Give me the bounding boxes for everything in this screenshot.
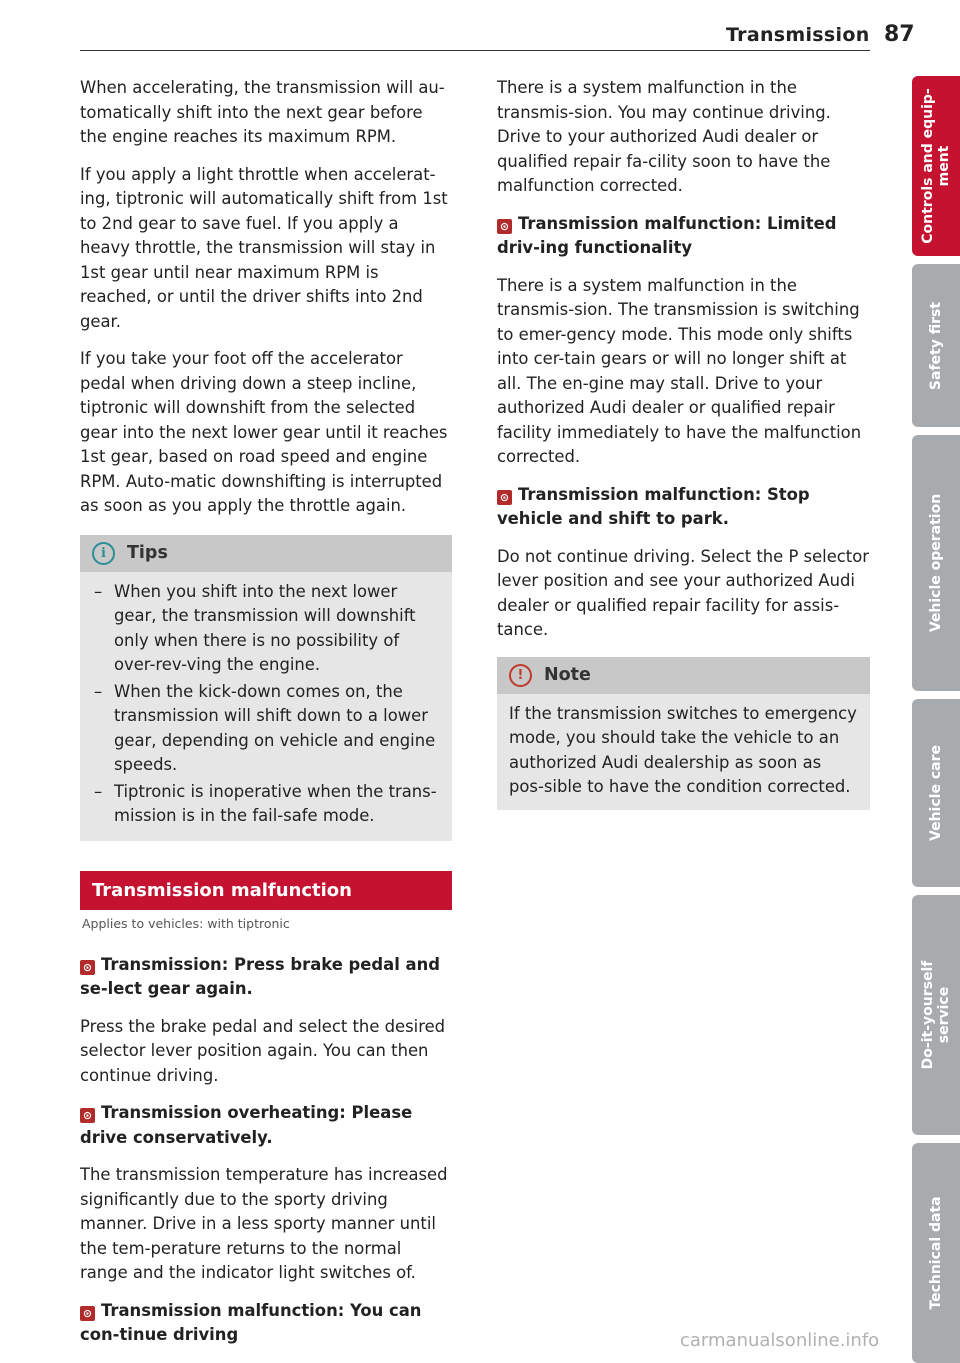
tips-item: – When you shift into the next lower gear, the transmission will downshift only when there is no possibility of over-rev-ving the engine.: [92, 580, 440, 678]
transmission-warning-icon: ⊙: [80, 1306, 95, 1321]
tips-item: – When the kick-down comes on, the transmission will shift down to a lower gear, depending on vehicle and engine speeds.: [92, 680, 440, 778]
tips-box: [80, 535, 452, 841]
transmission-warning-icon: ⊙: [497, 219, 512, 234]
body-paragraph: If you take your foot off the accelerator pedal when driving down a steep incline, tiptronic will downshift from the selected gear into the next lower gear until it reaches 1st gear, based on road speed and engine RPM. Auto-matic downshifting is interrupted as soon as you apply the throttle again.: [80, 349, 448, 515]
note-box: [497, 657, 870, 810]
warning-heading: ⊙ Transmission malfunction: Limited driv-ing functionality: [497, 213, 837, 257]
running-title: Transmission: [726, 24, 870, 46]
transmission-warning-icon: ⊙: [80, 960, 95, 975]
left-column: [80, 76, 452, 1361]
tips-header: [80, 535, 452, 572]
chapter-tab-do-it-yourself[interactable]: Do-it-yourself service: [912, 895, 960, 1135]
chapter-tab-safety[interactable]: Safety first: [912, 264, 960, 427]
transmission-warning-icon: ⊙: [80, 1108, 95, 1123]
transmission-warning-icon: ⊙: [497, 490, 512, 505]
chapter-tab-technical-data[interactable]: Technical data: [912, 1143, 960, 1363]
body-paragraph: When accelerating, the transmission will au-tomatically shift into the next gear before the engine reaches its maximum RPM.: [80, 78, 445, 146]
right-column: [497, 76, 870, 840]
warning-heading: ⊙ Transmission overheating: Please drive conservatively.: [80, 1103, 413, 1147]
warning-heading: ⊙ Transmission: Press brake pedal and se-lect gear again.: [80, 954, 440, 998]
tips-item: – Tiptronic is inoperative when the trans-mission is in the fail-safe mode.: [92, 780, 440, 829]
chapter-tab-controls[interactable]: Controls and equip- ment: [912, 76, 960, 256]
warning-heading: ⊙ Transmission malfunction: Stop vehicle and shift to park.: [497, 484, 810, 528]
watermark: carmanualsonline.info: [680, 1330, 880, 1351]
note-header: [497, 657, 870, 694]
info-icon: i: [92, 542, 115, 565]
page-number: 87: [884, 22, 915, 47]
tips-list: [92, 580, 440, 829]
applies-to-note: Applies to vehicles: with tiptronic: [82, 915, 290, 931]
chapter-tab-vehicle-operation[interactable]: Vehicle operation: [912, 435, 960, 691]
caution-icon: !: [509, 664, 532, 687]
note-title: Note: [544, 665, 591, 685]
body-paragraph: There is a system malfunction in the transmis-sion. You may continue driving. Drive to your authorized Audi dealer or qualified repair fa-cility soon to have the malfunction corrected.: [497, 78, 831, 195]
warning-text: The transmission temperature has increased significantly due to the sporty driving manner. Drive in a less sporty manner until the tem-perature returns to the normal range and the indicator light switches of.: [80, 1165, 448, 1282]
warning-text: Press the brake pedal and select the desired selector lever position again. You can then continue driving.: [80, 1016, 446, 1085]
warning-heading: ⊙ Transmission malfunction: You can con-tinue driving: [80, 1300, 422, 1344]
body-paragraph: If you apply a light throttle when accelerat-ing, tiptronic will automatically shift from 1st to 2nd gear to save fuel. If you apply a heavy throttle, the transmission will stay in 1st gear until near maximum RPM is reached, or until the driver shifts into 2nd gear.: [80, 164, 448, 331]
tips-title: Tips: [127, 543, 168, 563]
warning-text: Do not continue driving. Select the P selector lever position and see your authorized Audi dealer or qualified repair facility for assis-tance.: [497, 546, 869, 639]
note-text: If the transmission switches to emergency mode, you should take the vehicle to an authorized Audi dealership as soon as pos-sible to have the condition corrected.: [509, 703, 857, 796]
section-title: Transmission malfunction: [80, 871, 452, 910]
warning-text: There is a system malfunction in the transmis-sion. The transmission is switching to emer-gency mode. This mode only shifts into cer-tain gears or will no longer shift at all. The en-gine may stall. Drive to your authorized Audi dealer or qualified repair facility immediately to have the malfunction corrected.: [497, 275, 862, 466]
chapter-tab-vehicle-care[interactable]: Vehicle care: [912, 699, 960, 887]
header-rule: [80, 50, 870, 51]
